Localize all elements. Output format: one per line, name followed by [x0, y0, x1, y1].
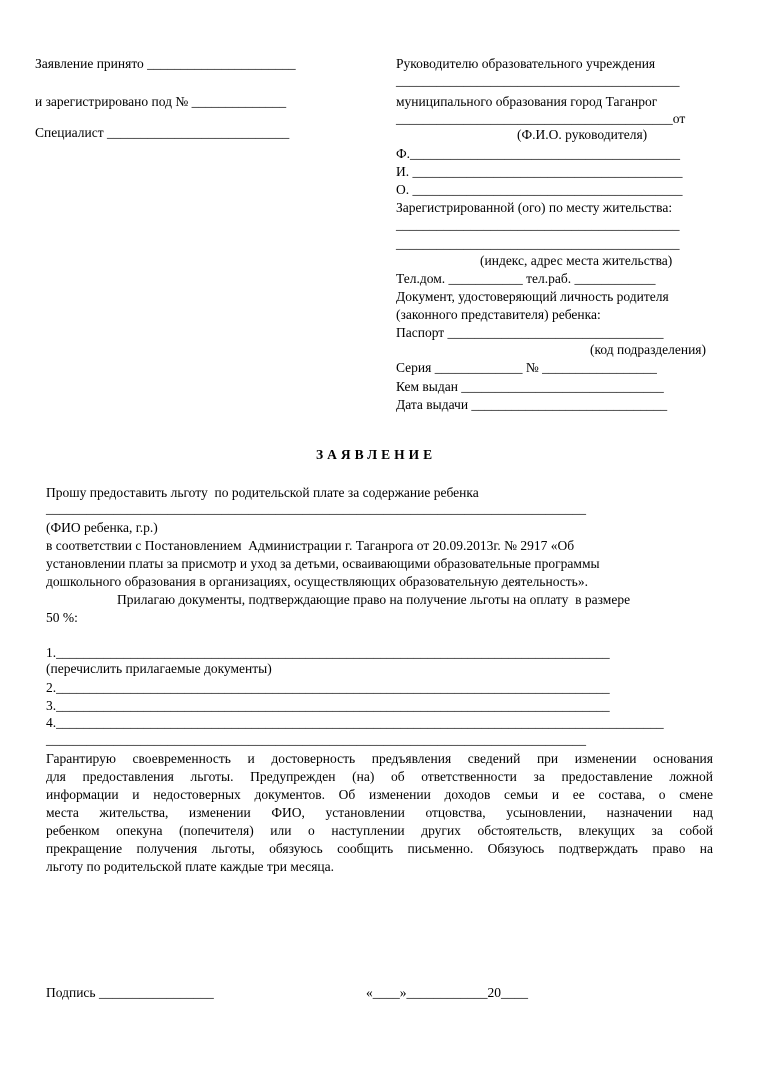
patronymic-field: О. ________________________________________ — [396, 182, 683, 197]
request-line: Прошу предоставить льготу по родительской плате за содержание ребенка — [46, 485, 479, 500]
addressee-line-2: муниципального образования город Таганрог — [396, 94, 658, 109]
registration-label: Зарегистрированной (ого) по месту жительства: — [396, 200, 673, 215]
addressee-blank-1: __________________________________________ — [396, 73, 680, 88]
guarantee-line: места жительства, изменении ФИО, установлении отцовства, усыновлении, назначении над — [46, 805, 713, 820]
basis-line-2: установлении платы за присмотр и уход за детьми, осваивающими образовательные программы — [46, 556, 600, 571]
attachments-line-1: Прилагаю документы, подтверждающие право на получение льготы на оплату в размере — [117, 592, 631, 607]
child-name-blank: ________________________________________________________________________________ — [46, 501, 586, 516]
guarantee-line-last: льготу по родительской плате каждые три месяца. — [46, 859, 334, 874]
accepted-line: Заявление принято ______________________ — [35, 56, 296, 71]
guarantee-line: прекращение получения льготы, обязуюсь сообщить письменно. Обязуюсь подтверждать право на — [46, 841, 713, 856]
attachments-line-2: 50 %: — [46, 610, 78, 625]
specialist-line: Специалист ___________________________ — [35, 125, 290, 140]
guarantee-line: Гарантирую своевременность и достоверность предъявления сведений при изменении основания — [46, 751, 713, 766]
date-field: «____»____________20____ — [366, 985, 528, 1000]
document-item-1: 1.__________________________________________________________________________________ — [46, 645, 610, 660]
document-extra-blank: ________________________________________________________________________________ — [46, 732, 586, 747]
address-blank-1: __________________________________________ — [396, 217, 680, 232]
addressee-blank-2: _________________________________________от — [396, 111, 686, 126]
id-document-label-1: Документ, удостоверяющий личность родителя — [396, 289, 669, 304]
basis-line-3: дошкольного образования в организациях, осуществляющих образовательную деятельность». — [46, 574, 588, 589]
guarantee-line: для предоставления льготы. Предупрежден (на) об ответственности за предоставление ложной — [46, 769, 713, 784]
guarantee-line: ребенком опекуна (попечителя) или о наступлении других обстоятельств, влекущих за собой — [46, 823, 713, 838]
name-field: И. ________________________________________ — [396, 164, 683, 179]
signature-field: Подпись _________________ — [46, 985, 214, 1000]
id-document-label-2: (законного представителя) ребенка: — [396, 307, 601, 322]
basis-line-1: в соответствии с Постановлением Администрации г. Таганрога от 20.09.2013г. № 2917 «Об — [46, 538, 575, 553]
passport-field: Паспорт ________________________________ — [396, 325, 664, 340]
address-blank-2: __________________________________________ — [396, 236, 680, 251]
documents-caption: (перечислить прилагаемые документы) — [46, 661, 272, 676]
addressee-line-1: Руководителю образовательного учреждения — [396, 56, 656, 71]
document-item-3: 3.__________________________________________________________________________________ — [46, 698, 610, 713]
division-code-caption: (код подразделения) — [590, 342, 707, 357]
issued-by-field: Кем выдан ______________________________ — [396, 379, 664, 394]
issue-date-field: Дата выдачи _____________________________ — [396, 397, 668, 412]
child-name-caption: (ФИО ребенка, г.р.) — [46, 520, 158, 535]
document-item-4: 4.__________________________________________________________________________________________ — [46, 715, 664, 730]
head-name-caption: (Ф.И.О. руководителя) — [517, 127, 648, 142]
phones-field: Тел.дом. ___________ тел.раб. ____________ — [396, 271, 656, 286]
address-caption: (индекс, адрес места жительства) — [480, 253, 673, 268]
document-title: ЗАЯВЛЕНИЕ — [316, 447, 437, 462]
series-number-field: Серия _____________ № _________________ — [396, 360, 657, 375]
document-item-2: 2.__________________________________________________________________________________ — [46, 680, 610, 695]
surname-field: Ф.________________________________________ — [396, 146, 681, 161]
registered-line: и зарегистрировано под № ______________ — [35, 94, 287, 109]
guarantee-line: информации и недостоверных документов. Об изменении доходов семьи и ее состава, о смене — [46, 787, 713, 802]
